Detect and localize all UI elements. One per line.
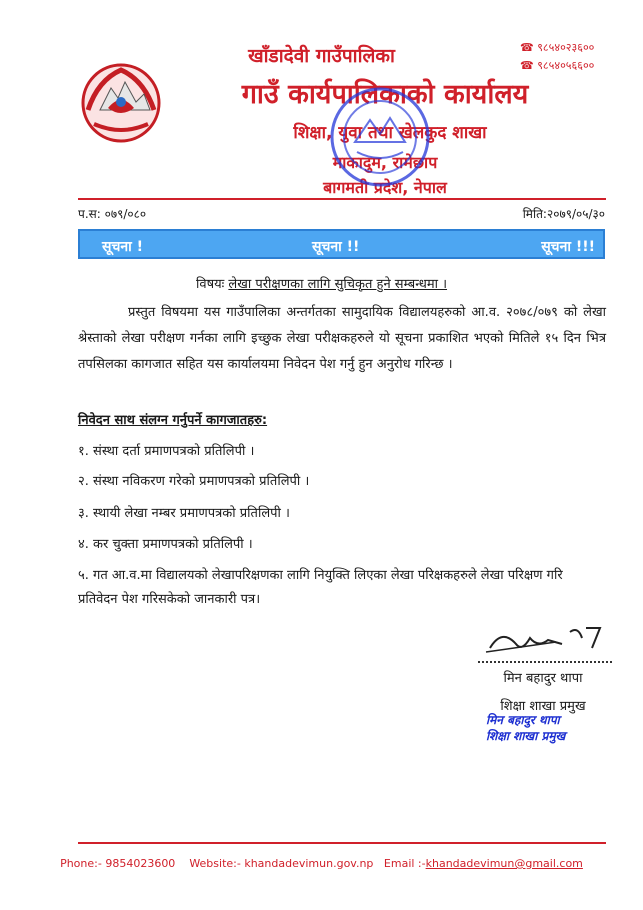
stamp-name: मिन बहादुर थापा (486, 713, 560, 727)
footer-website[interactable]: Website:- khandadevimun.gov.np (189, 857, 374, 870)
document-date: मिति:२०७९/०५/३० (522, 207, 605, 221)
subject-text: लेखा परीक्षणका लागि सुचिकृत हुने सम्बन्धमा । (228, 277, 448, 292)
notice-label-left: सूचना ! (102, 239, 144, 255)
notice-banner (78, 229, 605, 259)
address-province: बागमती प्रदेश, नेपाल (323, 178, 447, 197)
phone-number-1: ☎ ९८५४०२३६०० (520, 41, 595, 54)
address-place: माकादुम, रामेछाप (332, 153, 438, 172)
documents-list-heading: निवेदन साथ संलग्न गर्नुपर्ने कागजातहरु: (78, 413, 268, 428)
subject-line (0, 274, 643, 292)
notice-label-right: सूचना !!! (541, 239, 595, 255)
footer-contact (0, 857, 643, 870)
list-item: ५. गत आ.व.मा विद्यालयको लेखापरिक्षणका लागि नियुक्ति लिएका लेखा परिक्षकहरुले लेखा परिक्षण गरि प्रतिवेदन पेश गरिसकेको जानकारी पत्र। (78, 568, 563, 607)
signatory-stamp (486, 712, 565, 744)
list-item: ३. स्थायी लेखा नम्बर प्रमाणपत्रको प्रतिलिपी । (78, 506, 290, 521)
footer-email-label: Email :- (383, 857, 426, 870)
footer-divider (78, 842, 606, 844)
signatory-name: मिन बहादुर थापा (503, 671, 583, 686)
list-item: १. संस्था दर्ता प्रमाणपत्रको प्रतिलिपी । (78, 444, 255, 459)
office-seal-stamp (325, 82, 435, 192)
list-item: ४. कर चुक्ता प्रमाणपत्रको प्रतिलिपी । (78, 537, 253, 552)
phone-number-2: ☎ ९८५४०५६६०० (520, 59, 595, 72)
stamp-role: शिक्षा शाखा प्रमुख (486, 729, 566, 743)
notice-label-center: सूचना !! (312, 239, 360, 255)
signatory-role: शिक्षा शाखा प्रमुख (500, 699, 586, 714)
footer-phone: Phone:- 9854023600 (60, 857, 176, 870)
branch-name: शिक्षा, युवा तथा खेलकुद शाखा (293, 123, 487, 143)
header-divider (78, 198, 606, 200)
signature-line (478, 661, 612, 663)
handwritten-signature (482, 618, 612, 662)
office-title: गाउँ कार्यपालिकाको कार्यालय (241, 79, 529, 110)
body-paragraph: प्रस्तुत विषयमा यस गाउँपालिका अन्तर्गतका सामुदायिक विद्यालयहरुको आ.व. २०७८/०७९ को लेखा श्रेस्ताको लेखा परीक्षण गर्नका लागि इच्छुक लेखा परीक्षकहरुले यो सूचना प्रकाशित भएको मितिले १५ दिन भित्र तपसिलका कागजात सहित यस कार्यालयमा निवेदन पेश गर्नु हुन अनुरोध गरिन्छ । (78, 305, 606, 372)
subject-prefix: विषयः (195, 277, 225, 292)
reference-number: प.स: ०७९/०८० (78, 207, 147, 221)
list-item: २. संस्था नविकरण गरेको प्रमाणपत्रको प्रतिलिपी । (78, 474, 310, 489)
nepal-emblem-logo (78, 58, 164, 144)
municipality-name: खाँडादेवी गाउँपालिका (248, 45, 395, 67)
footer-email-link[interactable]: khandadevimun@gmail.com (425, 857, 583, 870)
